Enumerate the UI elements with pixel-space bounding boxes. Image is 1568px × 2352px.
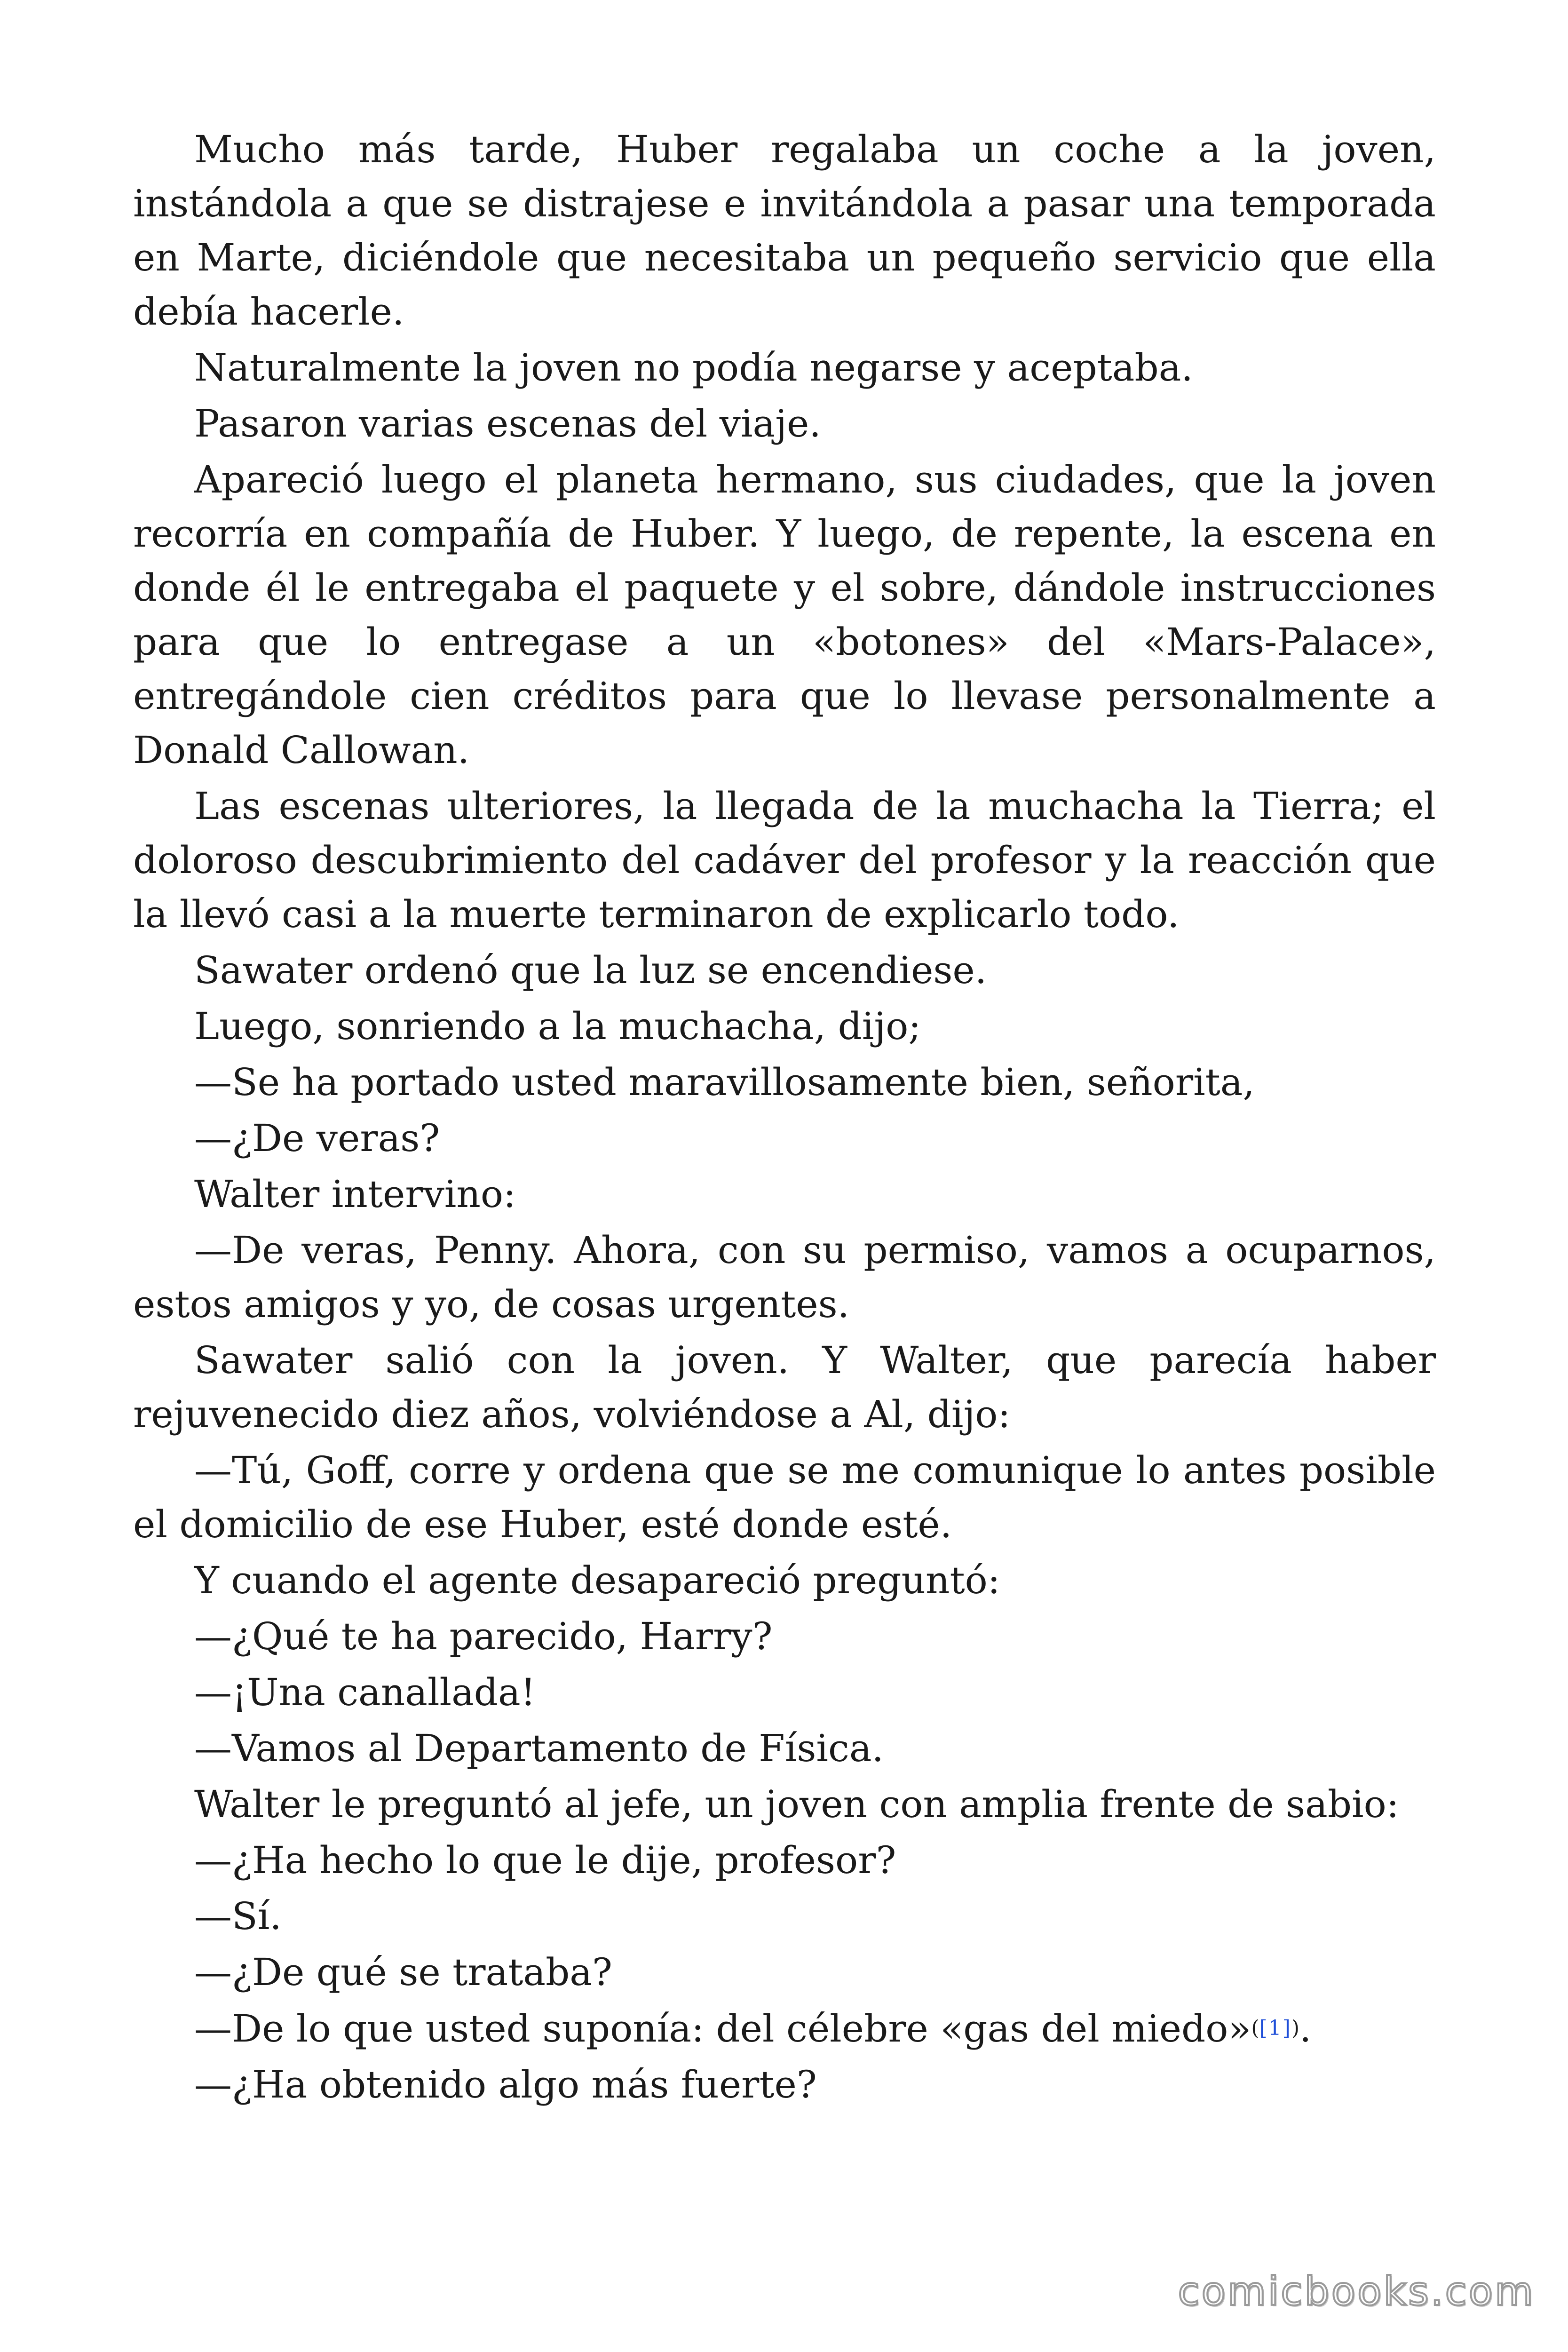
paragraph: Sawater salió con la joven. Y Walter, que parecía haber rejuvenecido diez años, volviéndose a Al, dijo: bbox=[133, 1338, 1436, 1436]
paragraph: —¿Qué te ha parecido, Harry? bbox=[194, 1614, 773, 1658]
paragraph: —¿Ha obtenido algo más fuerte? bbox=[194, 2063, 817, 2106]
footnote-close-paren: ) bbox=[1291, 2016, 1300, 2040]
paragraph: —¿De veras? bbox=[194, 1116, 440, 1160]
paragraph: —Se ha portado usted maravillosamente bien, señorita, bbox=[194, 1060, 1255, 1104]
paragraph: Naturalmente la joven no podía negarse y aceptaba. bbox=[194, 346, 1193, 389]
paragraph: Walter le preguntó al jefe, un joven con amplia frente de sabio: bbox=[194, 1782, 1399, 1826]
paragraph: —Sí. bbox=[194, 1894, 282, 1938]
paragraph: Mucho más tarde, Huber regalaba un coche a la joven, instándola a que se distrajese e invitándola a pasar una temporada en Marte, diciéndole que necesitaba un pequeño servicio que ella debía hacerle. bbox=[133, 127, 1436, 334]
paragraph: —¿Ha hecho lo que le dije, profesor? bbox=[194, 1838, 896, 1882]
paragraph: —¿De qué se trataba? bbox=[194, 1950, 612, 1994]
paragraph: Luego, sonriendo a la muchacha, dijo; bbox=[194, 1004, 921, 1048]
paragraph: Walter intervino: bbox=[194, 1172, 516, 1216]
paragraph: —Vamos al Departamento de Física. bbox=[194, 1726, 884, 1770]
paragraph: Pasaron varias escenas del viaje. bbox=[194, 402, 821, 445]
body-text bbox=[133, 122, 1436, 2114]
paragraph: Apareció luego el planeta hermano, sus ciudades, que la joven recorría en compañía de Huber. Y luego, de repente, la escena en donde él le entregaba el paquete y el sobre, dándole instrucciones para que lo entregase a un «botones» del «Mars-Palace», entregándole cien créditos para que lo llevase personalmente a Donald Callowan. bbox=[133, 458, 1436, 772]
paragraph: Sawater ordenó que la luz se encendiese. bbox=[194, 948, 987, 992]
paragraph: —¡Una canallada! bbox=[194, 1670, 536, 1714]
footnote-paragraph-text: —De lo que usted suponía: del célebre «gas del miedo» bbox=[194, 2007, 1251, 2050]
watermark-logo: comicbooks.com bbox=[1178, 2268, 1535, 2314]
footnote-paragraph-end: . bbox=[1299, 2007, 1312, 2050]
paragraph: Las escenas ulteriores, la llegada de la muchacha la Tierra; el doloroso descubrimiento del cadáver del profesor y la reacción que la llevó casi a la muerte terminaron de explicarlo todo. bbox=[133, 784, 1436, 936]
footnote-link[interactable]: [1] bbox=[1259, 2016, 1291, 2040]
paragraph: —De veras, Penny. Ahora, con su permiso, vamos a ocuparnos, estos amigos y yo, de cosas urgentes. bbox=[133, 1228, 1436, 1326]
paragraph: —Tú, Goff, corre y ordena que se me comunique lo antes posible el domicilio de ese Huber, esté donde esté. bbox=[133, 1448, 1436, 1546]
footnote-open-paren: ( bbox=[1251, 2016, 1259, 2040]
paragraph: Y cuando el agente desapareció preguntó: bbox=[194, 1558, 1000, 1602]
footnote-paragraph bbox=[133, 2001, 1436, 2056]
